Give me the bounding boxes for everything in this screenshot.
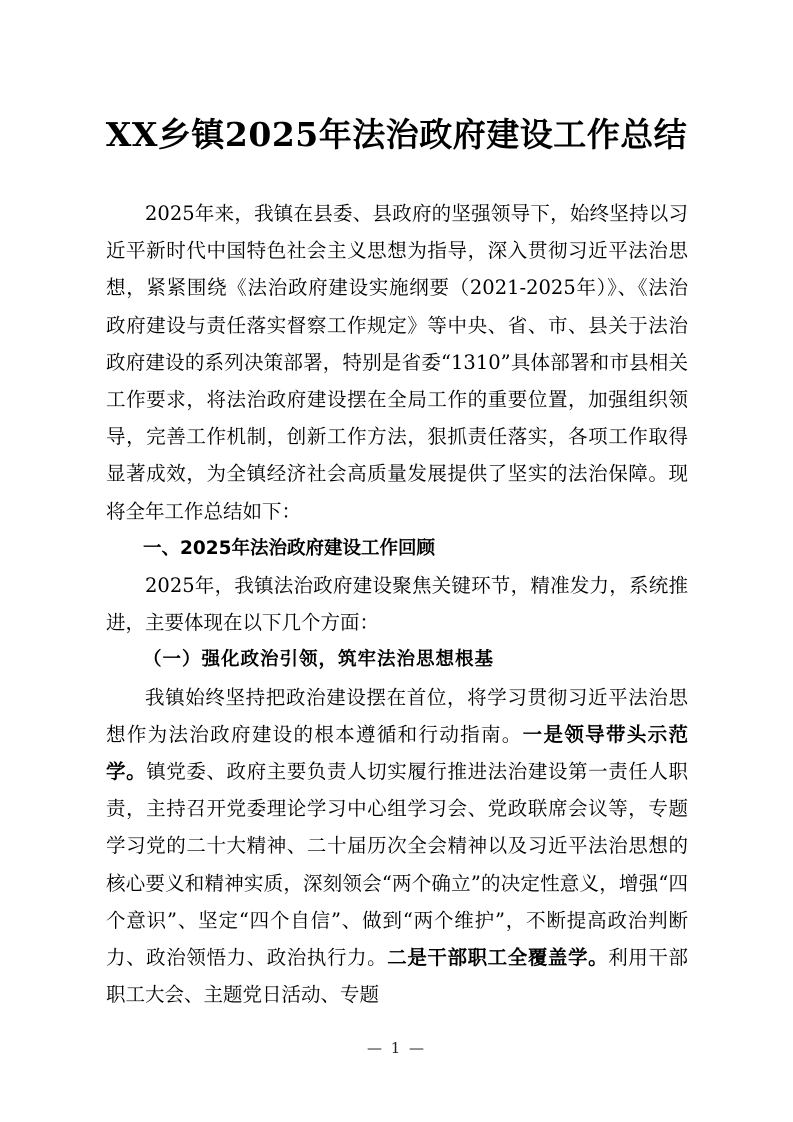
intro-paragraph: 2025年来，我镇在县委、县政府的坚强领导下，始终坚持以习近平新时代中国特色社会主义思想为指导，深入贯彻习近平法治思想，紧紧围绕《法治政府建设实施纲要（2021-2025年）》、《法治政府建设与责任落实督察工作规定》等中央、省、市、县关于法治政府建设的系列决策部署，特别是省委“1310”具体部署和市县相关工作要求，将法治政府建设摆在全局工作的重要位置，加强组织领导，完善工作机制，创新工作方法，狠抓责任落实，各项工作取得显著成效，为全镇经济社会高质量发展提供了坚实的法治保障。现将全年工作总结如下： <box>106 202 688 523</box>
subsection-text-a: 我镇始终坚持把政治建设摆在首位，将学习贯彻习近平法治思想作为法治政府建设的根本遵循和行动指南。 <box>106 685 688 746</box>
subsection-paragraph <box>106 679 688 1014</box>
section-heading: 一、2025年法治政府建设工作回顾 <box>143 537 435 559</box>
subsection-text-c: 利用干部职工大会、主题党日活动、专题 <box>106 946 688 1007</box>
section-intro-paragraph: 2025年，我镇法治政府建设聚焦关键环节，精准发力，系统推进，主要体现在以下几个方面： <box>106 574 688 635</box>
subsection-heading: （一）强化政治引领，筑牢法治思想根基 <box>143 649 495 671</box>
document-body <box>106 195 688 1013</box>
subsection-text-b: 镇党委、政府主要负责人切实履行推进法治建设第一责任人职责，主持召开党委理论学习中心组学习会、党政联席会议等，专题学习党的二十大精神、二十届历次全会精神以及习近平法治思想的核心要义和精神实质，深刻领会“两个确立”的决定性意义，增强“四个意识”、坚定“四个自信”、做到“两个维护”，不断提高政治判断力、政治领悟力、政治执行力。 <box>106 760 688 970</box>
subsection-lead-2: 二是干部职工全覆盖学。 <box>387 946 609 970</box>
page-number: — 1 — <box>366 1039 427 1057</box>
document-title: XX乡镇2025年法治政府建设工作总结 <box>105 115 688 154</box>
subsection-lead-1: 一是领导带头示范学。 <box>106 722 688 784</box>
